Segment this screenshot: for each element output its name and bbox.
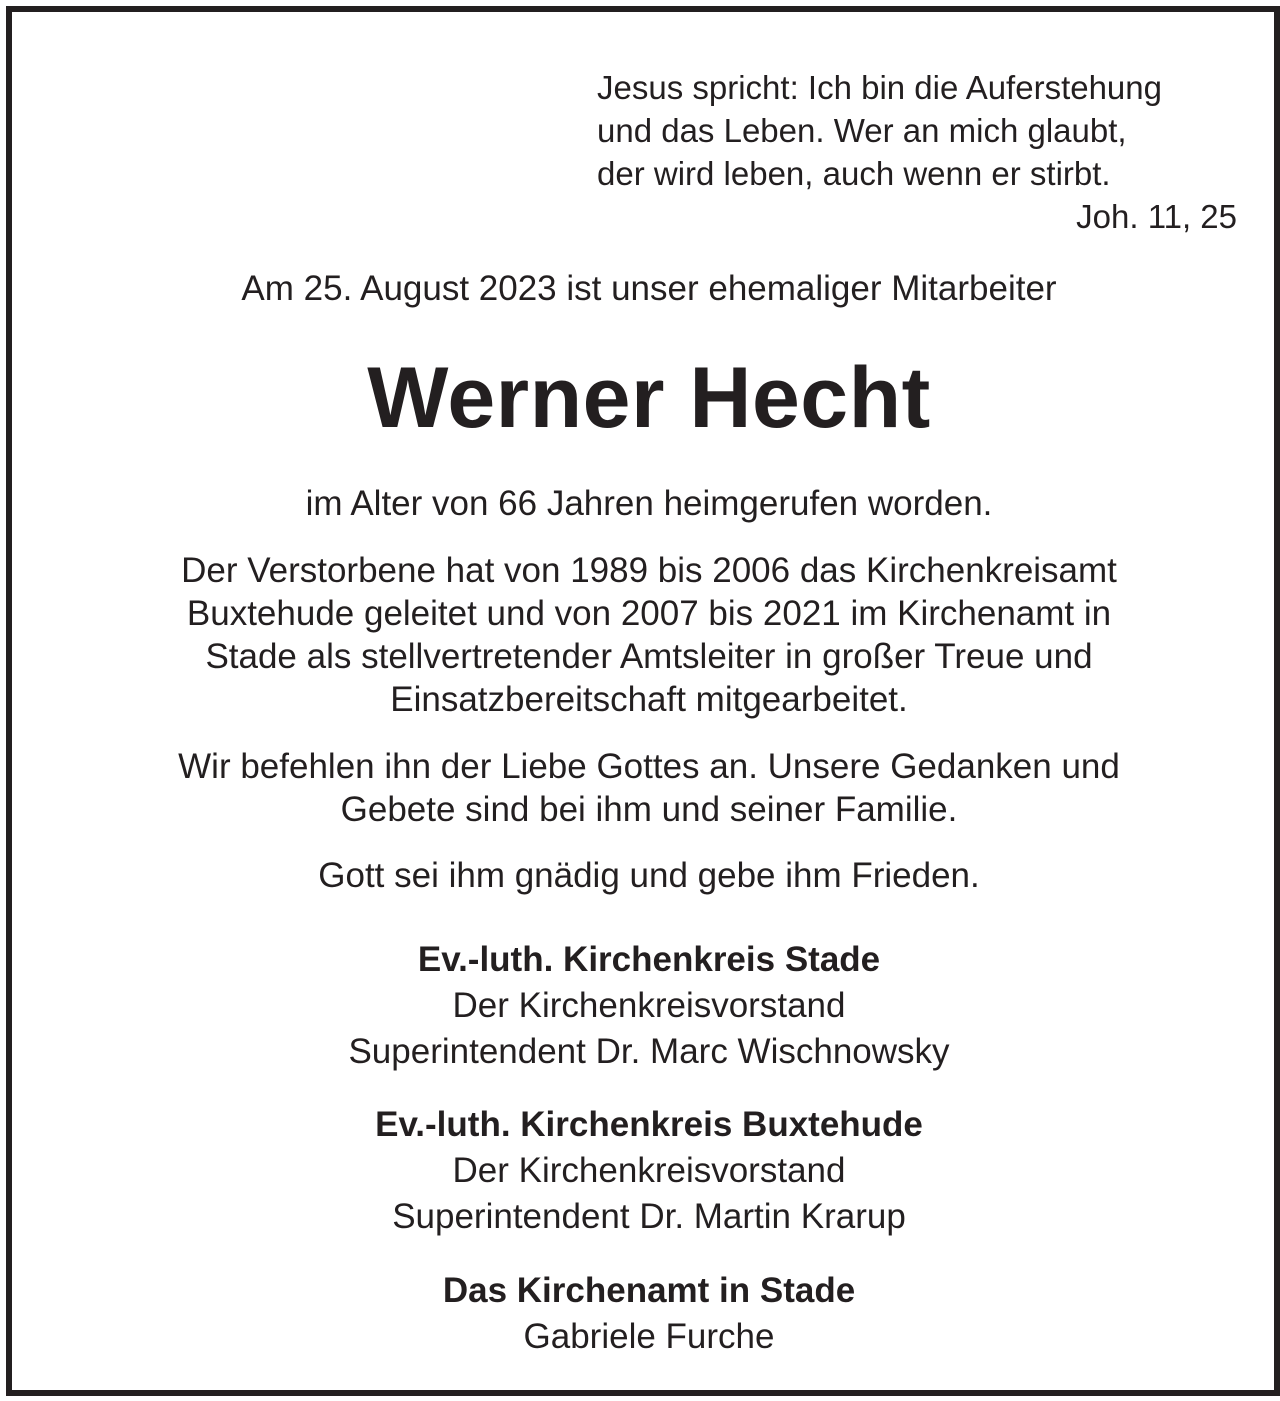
bible-verse <box>597 66 1237 238</box>
intro-text: Am 25. August 2023 ist unser ehemaliger Mitarbeiter <box>241 269 1057 308</box>
signatory-org: Das Kirchenamt in Stade <box>442 1271 856 1310</box>
biography-line: Buxtehude geleitet und von 2007 bis 2021 im Kirchenamt in <box>186 594 1112 633</box>
signatory-stade <box>12 937 1280 1075</box>
prayer-line: Wir befehlen ihn der Liebe Gottes an. Unsere Gedanken und <box>178 747 1120 786</box>
signatory-kirchenamt <box>12 1268 1280 1360</box>
biography-line: Stade als stellvertretender Amtsleiter in großer Treue und <box>205 637 1093 676</box>
biography-line: Einsatzbereitschaft mitgearbeitet. <box>390 680 908 719</box>
signatory-line: Gabriele Furche <box>523 1317 775 1356</box>
prayer-text <box>12 745 1280 831</box>
prayer-line: Gebete sind bei ihm und seiner Familie. <box>340 790 958 829</box>
signatory-buxtehude <box>12 1102 1280 1240</box>
signatory-org: Ev.-luth. Kirchenkreis Buxtehude <box>375 1105 923 1144</box>
signatory-line: Der Kirchenkreisvorstand <box>452 986 846 1025</box>
verse-line: der wird leben, auch wenn er stirbt. <box>597 155 1111 192</box>
biography <box>12 549 1280 721</box>
signatory-line: Superintendent Dr. Marc Wischnowsky <box>348 1032 950 1071</box>
age-text: im Alter von 66 Jahren heimgerufen worden. <box>305 484 993 523</box>
signatory-org: Ev.-luth. Kirchenkreis Stade <box>417 940 881 979</box>
biography-line: Der Verstorbene hat von 1989 bis 2006 das Kirchenkreisamt <box>181 551 1117 590</box>
blessing-text: Gott sei ihm gnädig und gebe ihm Frieden. <box>318 856 980 895</box>
verse-reference: Joh. 11, 25 <box>1076 198 1237 235</box>
signatory-line: Superintendent Dr. Martin Krarup <box>392 1197 906 1236</box>
deceased-name: Werner Hecht <box>367 350 931 446</box>
obituary-frame <box>6 6 1280 1396</box>
verse-line: und das Leben. Wer an mich glaubt, <box>597 112 1127 149</box>
signatory-line: Der Kirchenkreisvorstand <box>452 1151 846 1190</box>
verse-line: Jesus spricht: Ich bin die Auferstehung <box>597 69 1162 106</box>
